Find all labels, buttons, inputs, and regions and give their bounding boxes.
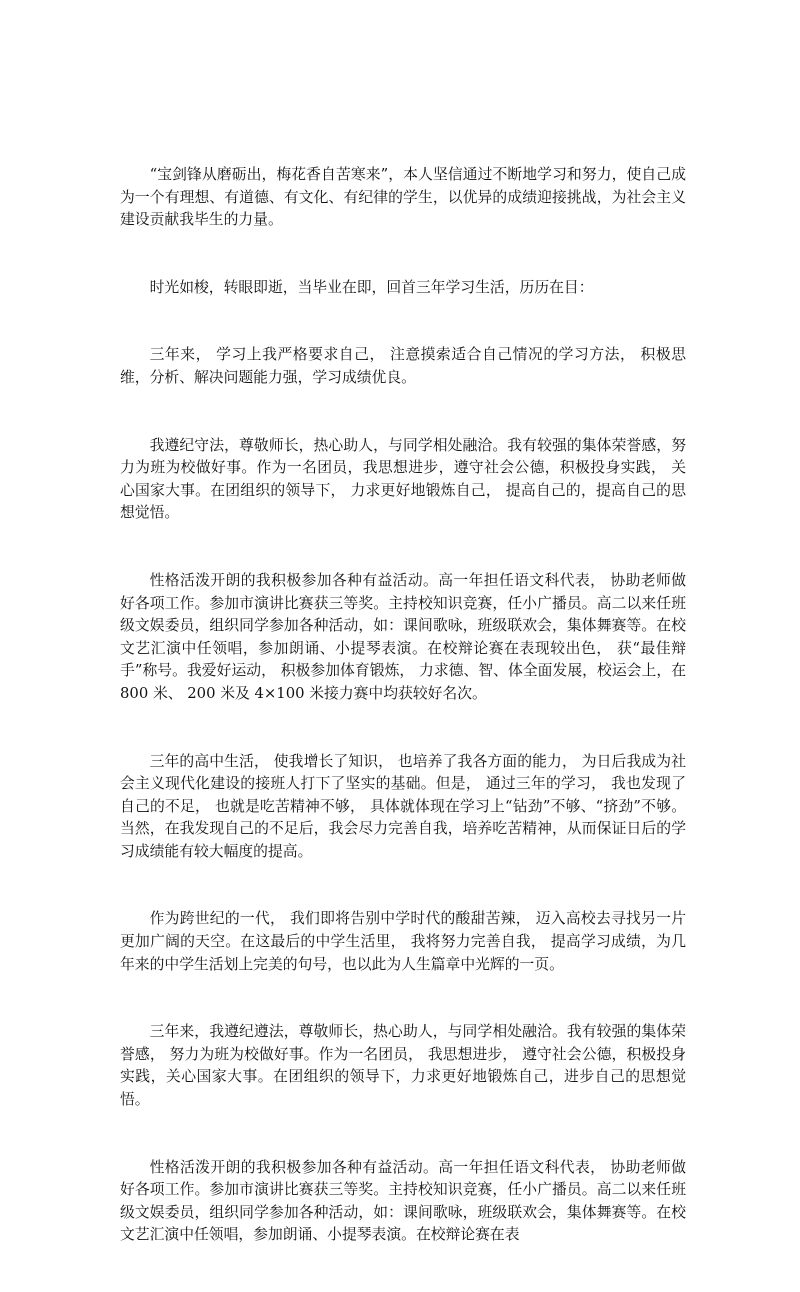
paragraph-5: 性格活泼开朗的我积极参加各种有益活动。高一年担任语文科代表， 协助老师做好各项工作。参加市演讲比赛获三等奖。主持校知识竞赛，任小广播员。高二以来任班级文娱委员，组织同学参加各种活动，如：课间歌咏，班级联欢会，集体舞赛等。在校文艺汇演中任领唱，参加朗诵、小提琴表演。在校辩论赛在表现较出色， 获“最佳辩手”称号。我爱好运动， 积极参加体育锻炼， 力求德、智、体全面发展，校运会上，在800 米、 200 米及 4×100 米接力赛中均获较好名次。 xyxy=(120,571,686,702)
paragraph-3: 三年来， 学习上我严格要求自己， 注意摸索适合自己情况的学习方法， 积极思维，分析、解决问题能力强，学习成绩优良。 xyxy=(120,346,686,386)
paragraph-1: “宝剑锋从磨砺出，梅花香自苦寒来”，本人坚信通过不断地学习和努力，使自己成为一个有理想、有道德、有文化、有纪律的学生，以优异的成绩迎接挑战，为社会主义建设贡献我毕生的力量。 xyxy=(120,166,686,229)
paragraph-8: 三年来，我遵纪遵法，尊敬师长，热心助人，与同学相处融洽。我有较强的集体荣誉感， 努力为班为校做好事。作为一名团员， 我思想进步， 遵守社会公德，积极投身实践，关心国家大事。在团组织的领导下，力求更好地锻炼自己，进步自己的思想觉悟。 xyxy=(120,1023,686,1109)
paragraph-2: 时光如梭，转眼即逝，当毕业在即，回首三年学习生活，历历在目： xyxy=(149,278,594,296)
paragraph-6: 三年的高中生活， 使我增长了知识， 也培养了我各方面的能力， 为日后我成为社会主义现代化建设的接班人打下了坚实的基础。但是， 通过三年的学习， 我也发现了自己的不足， 也就是吃苦精神不够， 具体就体现在学习上“钻劲”不够、“挤劲”不够。当然，在我发现自己的不足后，我会尽力完善自我，培养吃苦精神，从而保证日后的学习成绩能有较大幅度的提高。 xyxy=(120,752,686,860)
document-body xyxy=(120,164,686,1292)
paragraph-4: 我遵纪守法，尊敬师长，热心助人，与同学相处融洽。我有较强的集体荣誉感，努力为班为校做好事。作为一名团员，我思想进步，遵守社会公德，积极投身实践， 关心国家大事。在团组织的领导下， 力求更好地锻炼自己， 提高自己的，提高自己的思想觉悟。 xyxy=(120,436,686,522)
paragraph-7: 作为跨世纪的一代， 我们即将告别中学时代的酸甜苦辣， 迈入高校去寻找另一片更加广阔的天空。在这最后的中学生活里， 我将努力完善自我， 提高学习成绩，为几年来的中学生活划上完美的句号，也以此为人生篇章中光辉的一页。 xyxy=(120,910,686,973)
paragraph-9: 性格活泼开朗的我积极参加各种有益活动。高一年担任语文科代表， 协助老师做好各项工作。参加市演讲比赛获三等奖。主持校知识竞赛，任小广播员。高二以来任班级文娱委员，组织同学参加各种活动，如：课间歌咏，班级联欢会，集体舞赛等。在校文艺汇演中任领唱，参加朗诵、小提琴表演。在校辩论赛在表 xyxy=(120,1158,686,1244)
